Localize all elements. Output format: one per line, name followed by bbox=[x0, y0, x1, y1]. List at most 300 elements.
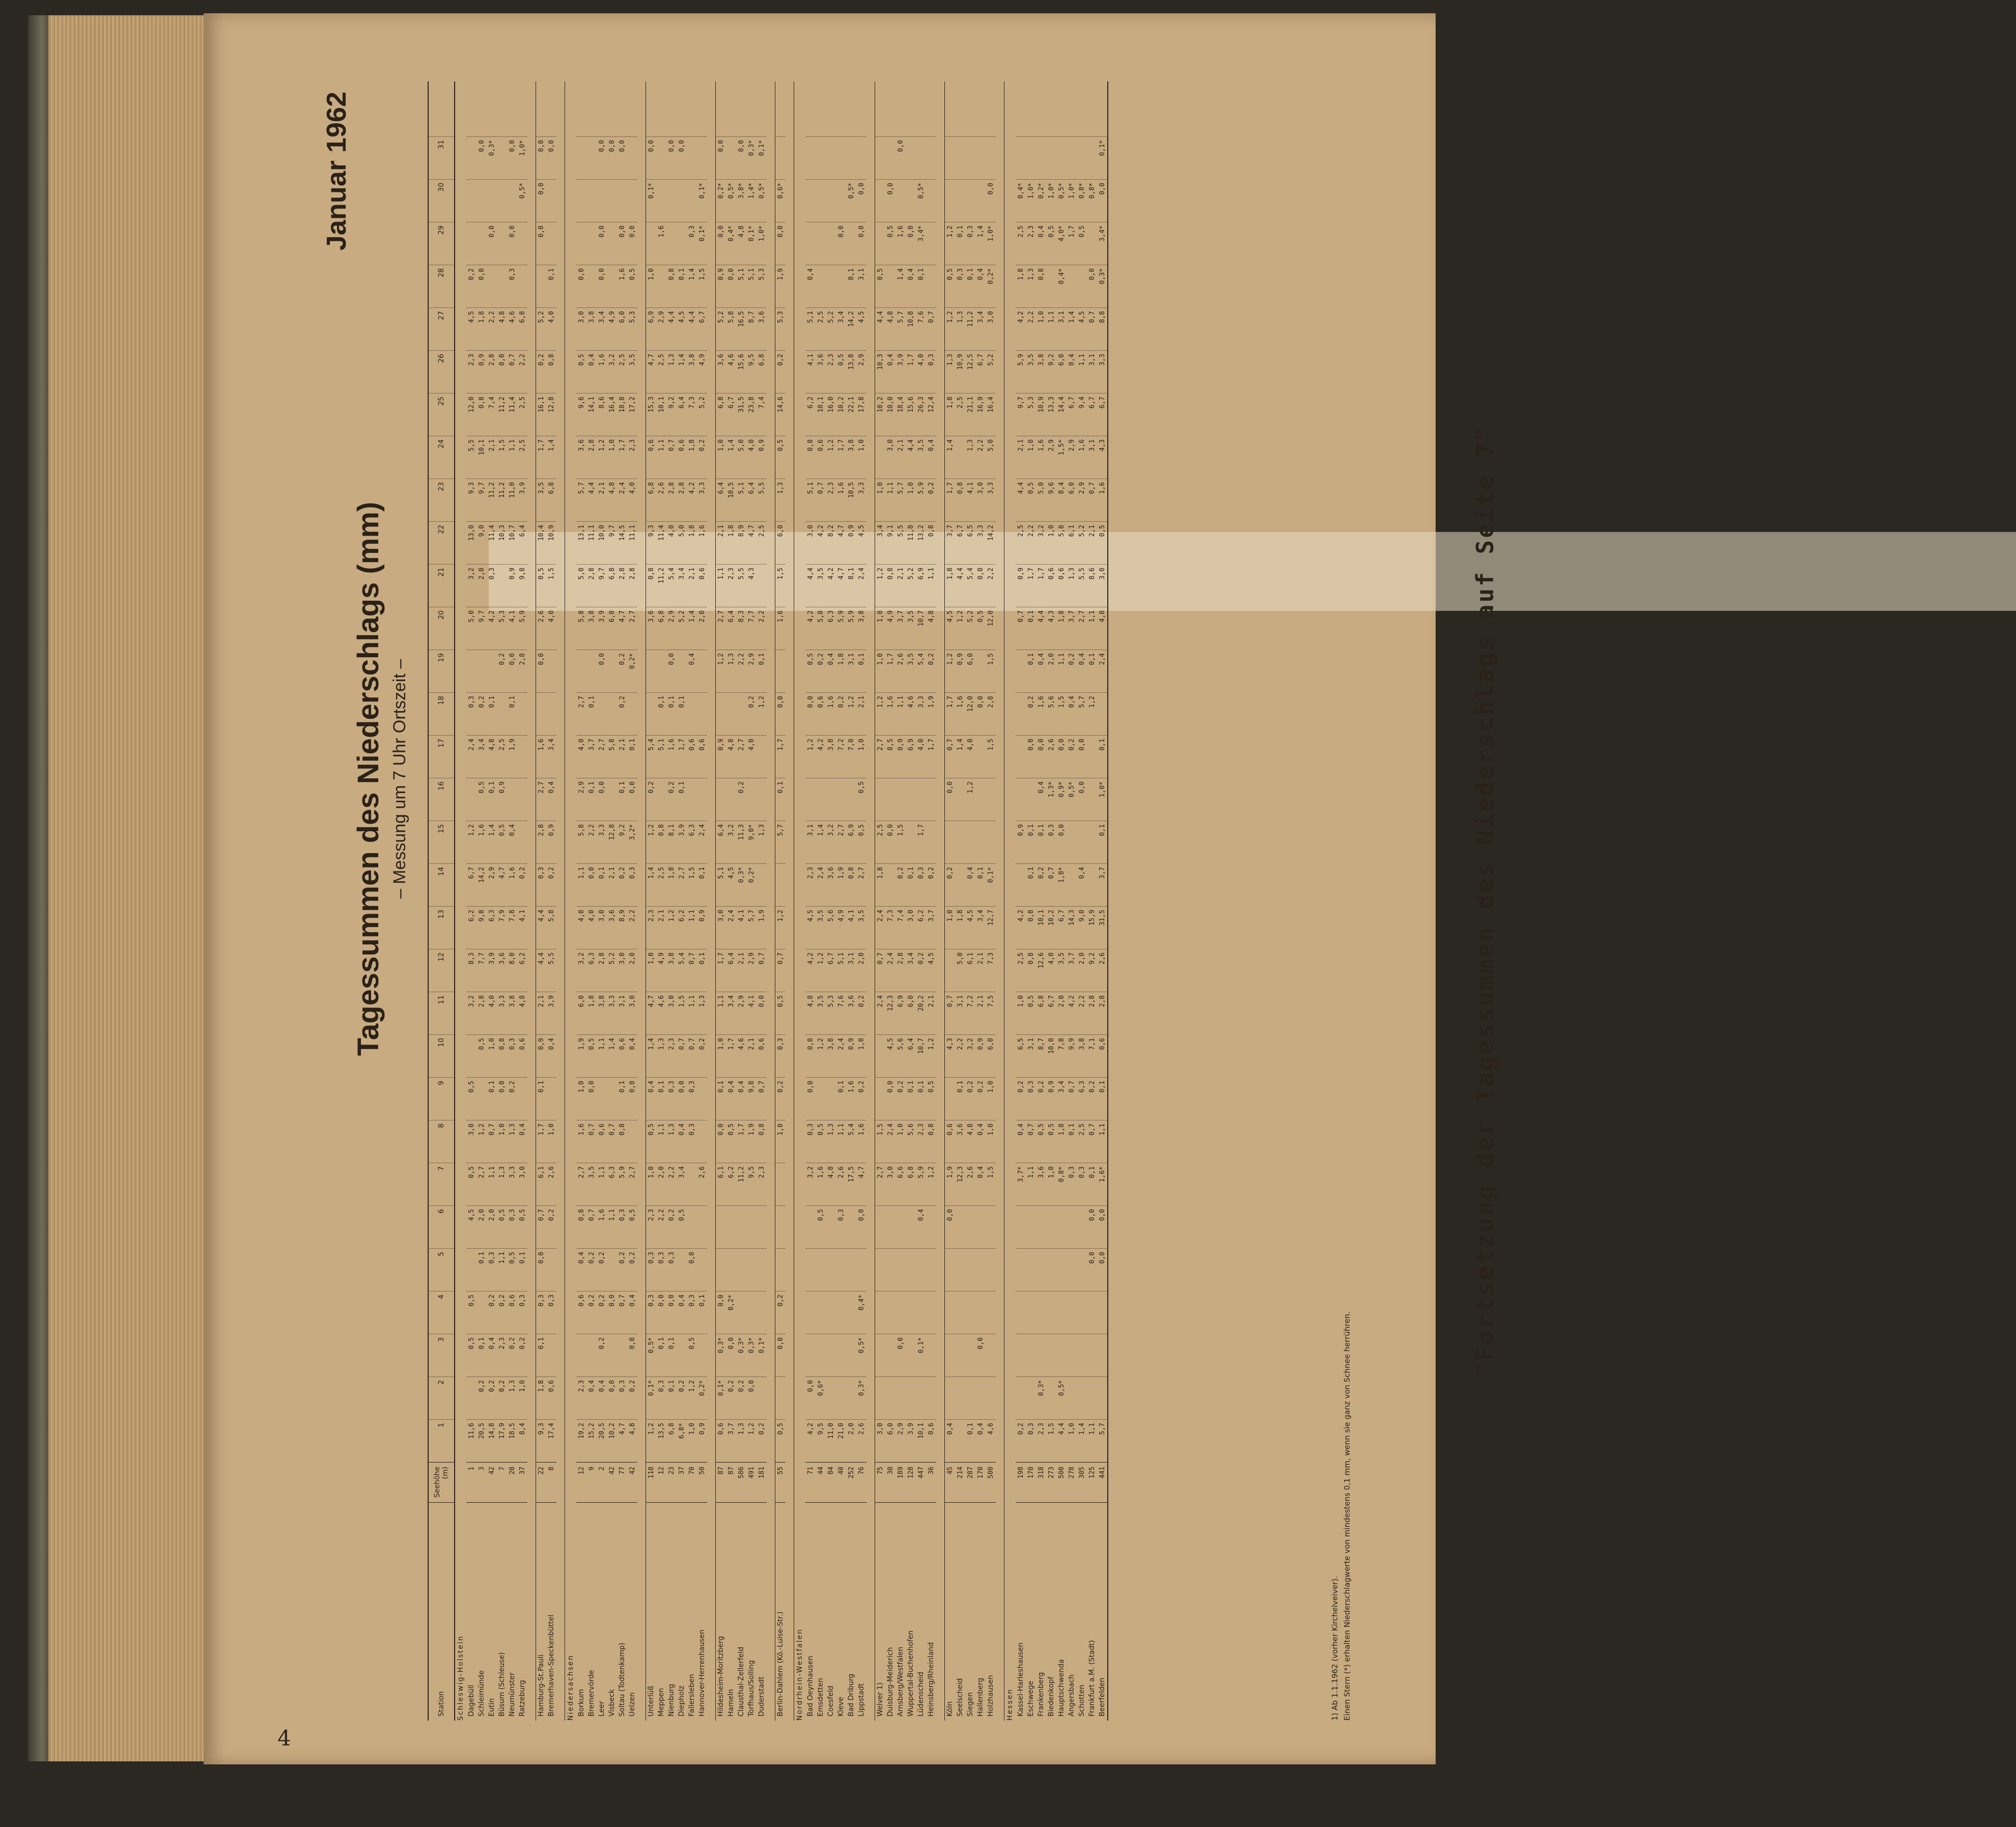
daily-value: 5,9 bbox=[916, 1163, 926, 1205]
daily-value: 0,0 bbox=[726, 1334, 736, 1376]
table-row bbox=[916, 81, 926, 1721]
daily-value: 0,5 bbox=[627, 1205, 637, 1248]
table-row bbox=[757, 81, 767, 1721]
daily-value: 0,1* bbox=[716, 1376, 726, 1419]
daily-value: 1,2 bbox=[716, 650, 726, 692]
daily-value: 3,2 bbox=[466, 564, 477, 607]
header-day: 21 bbox=[429, 564, 454, 607]
station-elevation: 55 bbox=[775, 1462, 786, 1502]
daily-value: 0,3 bbox=[536, 1291, 546, 1334]
daily-value: 0,2 bbox=[597, 1334, 607, 1376]
daily-value: 10,8 bbox=[906, 307, 916, 350]
daily-value: 0,8 bbox=[617, 1120, 627, 1163]
group-separator bbox=[936, 81, 945, 1721]
daily-value: 0,0 bbox=[975, 1334, 986, 1376]
daily-value: 2,3 bbox=[497, 1334, 507, 1376]
daily-value: 4,4 bbox=[955, 564, 965, 607]
daily-value: 1,0 bbox=[716, 436, 726, 479]
daily-value bbox=[965, 1376, 975, 1419]
daily-value bbox=[1067, 821, 1077, 863]
daily-value: 0,5 bbox=[856, 821, 866, 863]
daily-value: 3,4 bbox=[546, 735, 556, 778]
daily-value: 4,5 bbox=[856, 521, 866, 564]
daily-value: 0,6 bbox=[1046, 564, 1056, 607]
daily-value bbox=[607, 1248, 617, 1291]
daily-value: 2,5 bbox=[517, 393, 527, 436]
daily-value: 4,6 bbox=[726, 350, 736, 393]
daily-value: 17,9 bbox=[497, 1419, 507, 1462]
station-name: Torfhaus/Solling bbox=[746, 1502, 757, 1721]
daily-value: 1,3 bbox=[757, 821, 767, 863]
daily-value: 0,3 bbox=[687, 1120, 697, 1163]
daily-value: 0,9 bbox=[975, 1034, 986, 1077]
daily-value: 2,7 bbox=[576, 1163, 586, 1205]
daily-value: 0,2 bbox=[816, 650, 826, 692]
daily-value bbox=[656, 265, 666, 307]
daily-value: 5,5 bbox=[895, 521, 906, 564]
daily-value: 2,2 bbox=[627, 906, 637, 949]
daily-value: 10,1 bbox=[1036, 906, 1046, 949]
daily-value: 0,2* bbox=[697, 1376, 707, 1419]
daily-value: 0,1 bbox=[536, 1077, 546, 1120]
header-station: Station bbox=[429, 1502, 454, 1721]
daily-value: 6,7 bbox=[975, 350, 986, 393]
daily-value: 5,2 bbox=[607, 949, 617, 992]
daily-value: 5,2 bbox=[826, 307, 836, 350]
daily-value: 1,3 bbox=[666, 1120, 677, 1163]
daily-value: 2,2 bbox=[586, 821, 597, 863]
daily-value bbox=[826, 1334, 836, 1376]
daily-value: 2,5 bbox=[617, 350, 627, 393]
daily-value: 0,0 bbox=[885, 821, 895, 863]
daily-value: 3,9 bbox=[597, 607, 607, 650]
daily-value: 7,3 bbox=[986, 949, 996, 992]
daily-value: 0,0 bbox=[576, 265, 586, 307]
daily-value bbox=[816, 1248, 826, 1291]
daily-value: 0,0 bbox=[856, 222, 866, 265]
daily-value: 5,5 bbox=[757, 479, 767, 521]
daily-value: 0,2 bbox=[507, 1077, 517, 1120]
daily-value: 1,0 bbox=[487, 1034, 497, 1077]
daily-value: 0,4 bbox=[576, 1248, 586, 1291]
station-elevation: 305 bbox=[1077, 1462, 1087, 1502]
daily-value bbox=[846, 1376, 856, 1419]
daily-value: 3,5 bbox=[1056, 949, 1067, 992]
daily-value: 3,9 bbox=[517, 479, 527, 521]
station-elevation: 50 bbox=[697, 1462, 707, 1502]
daily-value bbox=[597, 1077, 607, 1120]
header-day: 6 bbox=[429, 1205, 454, 1248]
daily-value: 3,0 bbox=[466, 1120, 477, 1163]
station-elevation: 36 bbox=[926, 1462, 936, 1502]
daily-value bbox=[816, 265, 826, 307]
daily-value: 0,2 bbox=[736, 778, 746, 821]
daily-value: 2,6 bbox=[856, 1419, 866, 1462]
daily-value: 0,7 bbox=[757, 949, 767, 992]
station-name: Frankfurt a.M. (Stadt) bbox=[1087, 1502, 1097, 1721]
daily-value: 0,7 bbox=[687, 949, 697, 992]
daily-value: 5,0 bbox=[736, 436, 746, 479]
daily-value: 5,2 bbox=[906, 564, 916, 607]
daily-value bbox=[466, 1034, 477, 1077]
daily-value bbox=[856, 1248, 866, 1291]
daily-value: 0,0 bbox=[775, 692, 786, 735]
daily-value: 0,1 bbox=[856, 650, 866, 692]
table-row bbox=[746, 81, 757, 1721]
daily-value: 1,8 bbox=[1056, 1120, 1067, 1163]
daily-value: 4,4 bbox=[586, 479, 597, 521]
daily-value: 4,8 bbox=[926, 607, 936, 650]
daily-value: 2,6 bbox=[656, 479, 666, 521]
daily-value bbox=[586, 650, 597, 692]
daily-value: 6,4 bbox=[716, 479, 726, 521]
table-row bbox=[646, 81, 656, 1721]
daily-value: 0,3* bbox=[716, 1334, 726, 1376]
daily-value: 3,7 bbox=[895, 607, 906, 650]
daily-value: 0,2 bbox=[1016, 1077, 1026, 1120]
daily-value: 1,6* bbox=[1097, 1163, 1107, 1205]
daily-value: 9,3 bbox=[536, 1419, 546, 1462]
daily-value: 0,9 bbox=[955, 650, 965, 692]
daily-value: 1,1 bbox=[1026, 1163, 1036, 1205]
daily-value: 0,5* bbox=[1056, 179, 1067, 222]
daily-value: 5,1 bbox=[805, 479, 816, 521]
daily-value: 11,2 bbox=[487, 479, 497, 521]
daily-value bbox=[576, 222, 586, 265]
daily-value bbox=[477, 1077, 487, 1120]
station-elevation: 500 bbox=[986, 1462, 996, 1502]
daily-value: 12,7 bbox=[986, 906, 996, 949]
daily-value: 3,4 bbox=[975, 906, 986, 949]
daily-value: 0,6 bbox=[716, 1419, 726, 1462]
daily-value: 0,5 bbox=[536, 564, 546, 607]
daily-value: 5,0 bbox=[677, 521, 687, 564]
header-day: 15 bbox=[429, 821, 454, 863]
daily-value: 0,5 bbox=[816, 1120, 826, 1163]
daily-value: 1,9 bbox=[926, 692, 936, 735]
daily-value bbox=[656, 179, 666, 222]
daily-value bbox=[487, 179, 497, 222]
daily-value: 0,1 bbox=[517, 1248, 527, 1291]
station-name: Hallenberg bbox=[975, 1502, 986, 1721]
region-title: Niedersachsen bbox=[567, 1654, 575, 1721]
daily-value: 0,2 bbox=[757, 1419, 767, 1462]
daily-value: 9,3 bbox=[646, 521, 656, 564]
daily-value: 0,1* bbox=[986, 863, 996, 906]
daily-value: 0,6 bbox=[1056, 564, 1067, 607]
daily-value: 0,4 bbox=[726, 1077, 736, 1120]
daily-value bbox=[546, 650, 556, 692]
daily-value: 6,7 bbox=[1056, 906, 1067, 949]
daily-value bbox=[986, 1248, 996, 1291]
daily-value: 0,7 bbox=[1087, 479, 1097, 521]
daily-value: 4,4 bbox=[805, 564, 816, 607]
station-name: Borkum bbox=[576, 1502, 586, 1721]
daily-value: 6,8 bbox=[906, 1163, 916, 1205]
daily-value: 4,6 bbox=[656, 992, 666, 1034]
daily-value: 2,1 bbox=[607, 863, 617, 906]
daily-value: 14,5 bbox=[617, 521, 627, 564]
daily-value: 1,0 bbox=[875, 607, 885, 650]
daily-value bbox=[607, 179, 617, 222]
daily-value: 1,4 bbox=[607, 1034, 617, 1077]
daily-value: 2,7 bbox=[856, 863, 866, 906]
daily-value: 0,1 bbox=[1026, 863, 1036, 906]
daily-value bbox=[1016, 1376, 1026, 1419]
station-name: Soltau (Todtenkamp) bbox=[617, 1502, 627, 1721]
daily-value: 0,1 bbox=[1097, 821, 1107, 863]
station-name: Meppen bbox=[656, 1502, 666, 1721]
table-row bbox=[726, 81, 736, 1721]
book-spine bbox=[28, 15, 51, 1761]
station-name: Clausthal-Zellerfeld bbox=[736, 1502, 746, 1721]
daily-value: 3,0 bbox=[975, 479, 986, 521]
daily-value: 1,4 bbox=[546, 436, 556, 479]
daily-value: 0,6 bbox=[697, 735, 707, 778]
daily-value bbox=[1036, 1291, 1046, 1334]
daily-value: 0,7 bbox=[536, 1205, 546, 1248]
daily-value: 6,4 bbox=[906, 1034, 916, 1077]
daily-value: 0,4 bbox=[1036, 222, 1046, 265]
daily-value: 1,2 bbox=[945, 650, 955, 692]
daily-value bbox=[517, 778, 527, 821]
daily-value bbox=[875, 1248, 885, 1291]
daily-value: 0,5 bbox=[466, 1163, 477, 1205]
daily-value bbox=[1036, 1205, 1046, 1248]
daily-value bbox=[1056, 1334, 1067, 1376]
daily-value: 1,3 bbox=[507, 1376, 517, 1419]
daily-value bbox=[836, 1248, 846, 1291]
daily-value: 7,8 bbox=[1056, 1034, 1067, 1077]
region-title: Nordrhein-Westfalen bbox=[796, 1628, 804, 1721]
daily-value bbox=[646, 650, 656, 692]
station-elevation: 1 bbox=[466, 1462, 477, 1502]
daily-value: 4,8 bbox=[965, 1120, 975, 1163]
daily-value: 1,2 bbox=[875, 564, 885, 607]
daily-value: 4,2 bbox=[805, 1419, 816, 1462]
daily-value bbox=[546, 692, 556, 735]
daily-value: 11,0 bbox=[507, 479, 517, 521]
station-name: Unterlüß bbox=[646, 1502, 656, 1721]
daily-value: 4,5 bbox=[926, 949, 936, 992]
daily-value: 0,3 bbox=[666, 1077, 677, 1120]
daily-value: 0,1 bbox=[1036, 821, 1046, 863]
daily-value bbox=[1036, 136, 1046, 179]
daily-value: 2,0 bbox=[697, 607, 707, 650]
daily-value: 2,7 bbox=[875, 1163, 885, 1205]
daily-value bbox=[656, 136, 666, 179]
daily-value: 1,6 bbox=[477, 821, 487, 863]
daily-value: 1,9 bbox=[757, 906, 767, 949]
station-elevation: 20 bbox=[507, 1462, 517, 1502]
daily-value: 3,1 bbox=[955, 992, 965, 1034]
daily-value: 12,3 bbox=[885, 992, 895, 1034]
daily-value: 3,4 bbox=[1056, 1077, 1067, 1120]
daily-value: 16,9 bbox=[975, 393, 986, 436]
daily-value: 6,8 bbox=[546, 479, 556, 521]
daily-value: 0,5 bbox=[586, 1034, 597, 1077]
daily-value: 11,2 bbox=[656, 564, 666, 607]
daily-value: 0,4 bbox=[1067, 350, 1077, 393]
daily-value: 3,3 bbox=[597, 821, 607, 863]
daily-value: 1,0 bbox=[945, 906, 955, 949]
daily-value: 0,3 bbox=[507, 1205, 517, 1248]
daily-value: 1,3 bbox=[826, 1120, 836, 1163]
daily-value: 5,9 bbox=[617, 1163, 627, 1205]
station-elevation: 12 bbox=[656, 1462, 666, 1502]
header-day: 8 bbox=[429, 1120, 454, 1163]
daily-value bbox=[627, 1120, 637, 1163]
daily-value: 0,0 bbox=[775, 222, 786, 265]
daily-value: 0,0 bbox=[597, 222, 607, 265]
table-row bbox=[697, 81, 707, 1721]
daily-value: 1,0* bbox=[1097, 778, 1107, 821]
station-elevation: 12 bbox=[576, 1462, 586, 1502]
daily-value: 14,2 bbox=[846, 307, 856, 350]
daily-value: 2,5 bbox=[497, 735, 507, 778]
daily-value: 0,0 bbox=[507, 222, 517, 265]
daily-value bbox=[975, 1376, 986, 1419]
daily-value: 4,8 bbox=[627, 1419, 637, 1462]
daily-value: 6,4 bbox=[726, 949, 736, 992]
daily-value: 2,5 bbox=[757, 521, 767, 564]
daily-value bbox=[1046, 1248, 1056, 1291]
daily-value: 2,0 bbox=[627, 949, 637, 992]
daily-value: 4,8 bbox=[826, 1163, 836, 1205]
daily-value bbox=[757, 778, 767, 821]
daily-value: 6,7 bbox=[826, 949, 836, 992]
daily-value bbox=[1016, 1334, 1026, 1376]
daily-value: 1,0* bbox=[1046, 179, 1056, 222]
daily-value: 1,7 bbox=[617, 436, 627, 479]
daily-value bbox=[507, 778, 517, 821]
daily-value bbox=[975, 179, 986, 222]
daily-value bbox=[546, 1077, 556, 1120]
daily-value: 3,7 bbox=[945, 521, 955, 564]
footnote-2: Einen Stern (*) erhalten Niederschlagwerte von mindestens 0,1 mm, wenn sie ganz von Schnee herrühren. bbox=[1342, 1311, 1352, 1721]
daily-value bbox=[466, 1376, 477, 1419]
daily-value: 0,4 bbox=[805, 265, 816, 307]
daily-value bbox=[846, 1334, 856, 1376]
daily-value: 5,6 bbox=[1046, 692, 1056, 735]
daily-value bbox=[697, 778, 707, 821]
daily-value: 4,0 bbox=[965, 735, 975, 778]
daily-value: 4,2 bbox=[1016, 906, 1026, 949]
daily-value bbox=[965, 179, 975, 222]
daily-value: 0,0 bbox=[1087, 1205, 1097, 1248]
daily-value bbox=[955, 179, 965, 222]
daily-value: 0,1 bbox=[1067, 1120, 1077, 1163]
daily-value: 0,4 bbox=[926, 436, 936, 479]
daily-value: 1,1 bbox=[607, 1205, 617, 1248]
daily-value: 1,9 bbox=[507, 735, 517, 778]
daily-value bbox=[1087, 863, 1097, 906]
daily-value: 0,6 bbox=[546, 1376, 556, 1419]
daily-value: 1,7 bbox=[945, 479, 955, 521]
daily-value: 13,0 bbox=[466, 521, 477, 564]
daily-value: 0,3 bbox=[627, 863, 637, 906]
daily-value: 7,8 bbox=[507, 906, 517, 949]
daily-value: 6,8 bbox=[716, 393, 726, 436]
daily-value: 1,2 bbox=[646, 821, 656, 863]
daily-value bbox=[1056, 136, 1067, 179]
daily-value: 0,2 bbox=[916, 949, 926, 992]
daily-value: 0,0 bbox=[1087, 265, 1097, 307]
daily-value: 1,2 bbox=[955, 607, 965, 650]
daily-value: 0,6 bbox=[926, 1419, 936, 1462]
daily-value: 2,2 bbox=[1077, 992, 1087, 1034]
daily-value: 4,4 bbox=[1056, 1419, 1067, 1462]
table-row bbox=[536, 81, 546, 1721]
daily-value: 0,6 bbox=[597, 1120, 607, 1163]
header-day: 5 bbox=[429, 1248, 454, 1291]
daily-value: 0,2 bbox=[546, 863, 556, 906]
daily-value: 0,3 bbox=[646, 1248, 656, 1291]
daily-value: 0,3* bbox=[736, 1334, 746, 1376]
daily-value: 1,7 bbox=[1036, 564, 1046, 607]
daily-value: 1,1 bbox=[597, 1163, 607, 1205]
daily-value bbox=[716, 778, 726, 821]
daily-value: 8,9 bbox=[617, 906, 627, 949]
daily-value: 0,0 bbox=[477, 265, 487, 307]
daily-value: 1,1 bbox=[687, 992, 697, 1034]
daily-value: 1,5 bbox=[986, 1163, 996, 1205]
daily-value: 0,1 bbox=[836, 1077, 846, 1120]
daily-value: 10,3 bbox=[875, 350, 885, 393]
daily-value: 9,6 bbox=[1046, 479, 1056, 521]
daily-value: 2,0 bbox=[477, 1205, 487, 1248]
daily-value: 4,8 bbox=[576, 906, 586, 949]
daily-value: 3,7* bbox=[1016, 1163, 1026, 1205]
daily-value bbox=[757, 564, 767, 607]
daily-value: 0,8 bbox=[646, 564, 656, 607]
daily-value: 2,2 bbox=[666, 1163, 677, 1205]
daily-value: 7,4 bbox=[487, 393, 497, 436]
daily-value: 3,4 bbox=[677, 1163, 687, 1205]
daily-value: 3,2 bbox=[466, 992, 477, 1034]
daily-value: 2,5 bbox=[656, 863, 666, 906]
table-row bbox=[1067, 81, 1077, 1721]
daily-value: 1,5 bbox=[986, 650, 996, 692]
daily-value: 1,2 bbox=[846, 692, 856, 735]
station-name: Lüdenscheid bbox=[916, 1502, 926, 1721]
daily-value: 2,7 bbox=[477, 1163, 487, 1205]
daily-value: 4,2 bbox=[805, 607, 816, 650]
daily-value: 0,4 bbox=[1077, 863, 1087, 906]
table-row bbox=[546, 81, 556, 1721]
daily-value: 2,5 bbox=[1016, 222, 1026, 265]
daily-value: 4,6 bbox=[986, 1419, 996, 1462]
daily-value: 1,4 bbox=[955, 735, 965, 778]
table-row bbox=[1046, 81, 1056, 1721]
page-number: 4 bbox=[277, 1726, 291, 1751]
daily-value: 0,2 bbox=[726, 1376, 736, 1419]
daily-value: 0,5* bbox=[916, 179, 926, 222]
daily-value bbox=[517, 735, 527, 778]
daily-value: 0,7 bbox=[1067, 1077, 1077, 1120]
daily-value: 4,2 bbox=[816, 735, 826, 778]
daily-value bbox=[885, 778, 895, 821]
daily-value: 0,2 bbox=[497, 650, 507, 692]
header-day: 22 bbox=[429, 521, 454, 564]
daily-value: 4,0 bbox=[916, 350, 926, 393]
station-name: Wuppertal-Buchenhofen bbox=[906, 1502, 916, 1721]
daily-value: 1,0 bbox=[517, 1376, 527, 1419]
daily-value: 9,9 bbox=[1067, 1034, 1077, 1077]
daily-value: 12,0 bbox=[986, 607, 996, 650]
daily-value bbox=[627, 692, 637, 735]
daily-value: 0,0 bbox=[607, 136, 617, 179]
